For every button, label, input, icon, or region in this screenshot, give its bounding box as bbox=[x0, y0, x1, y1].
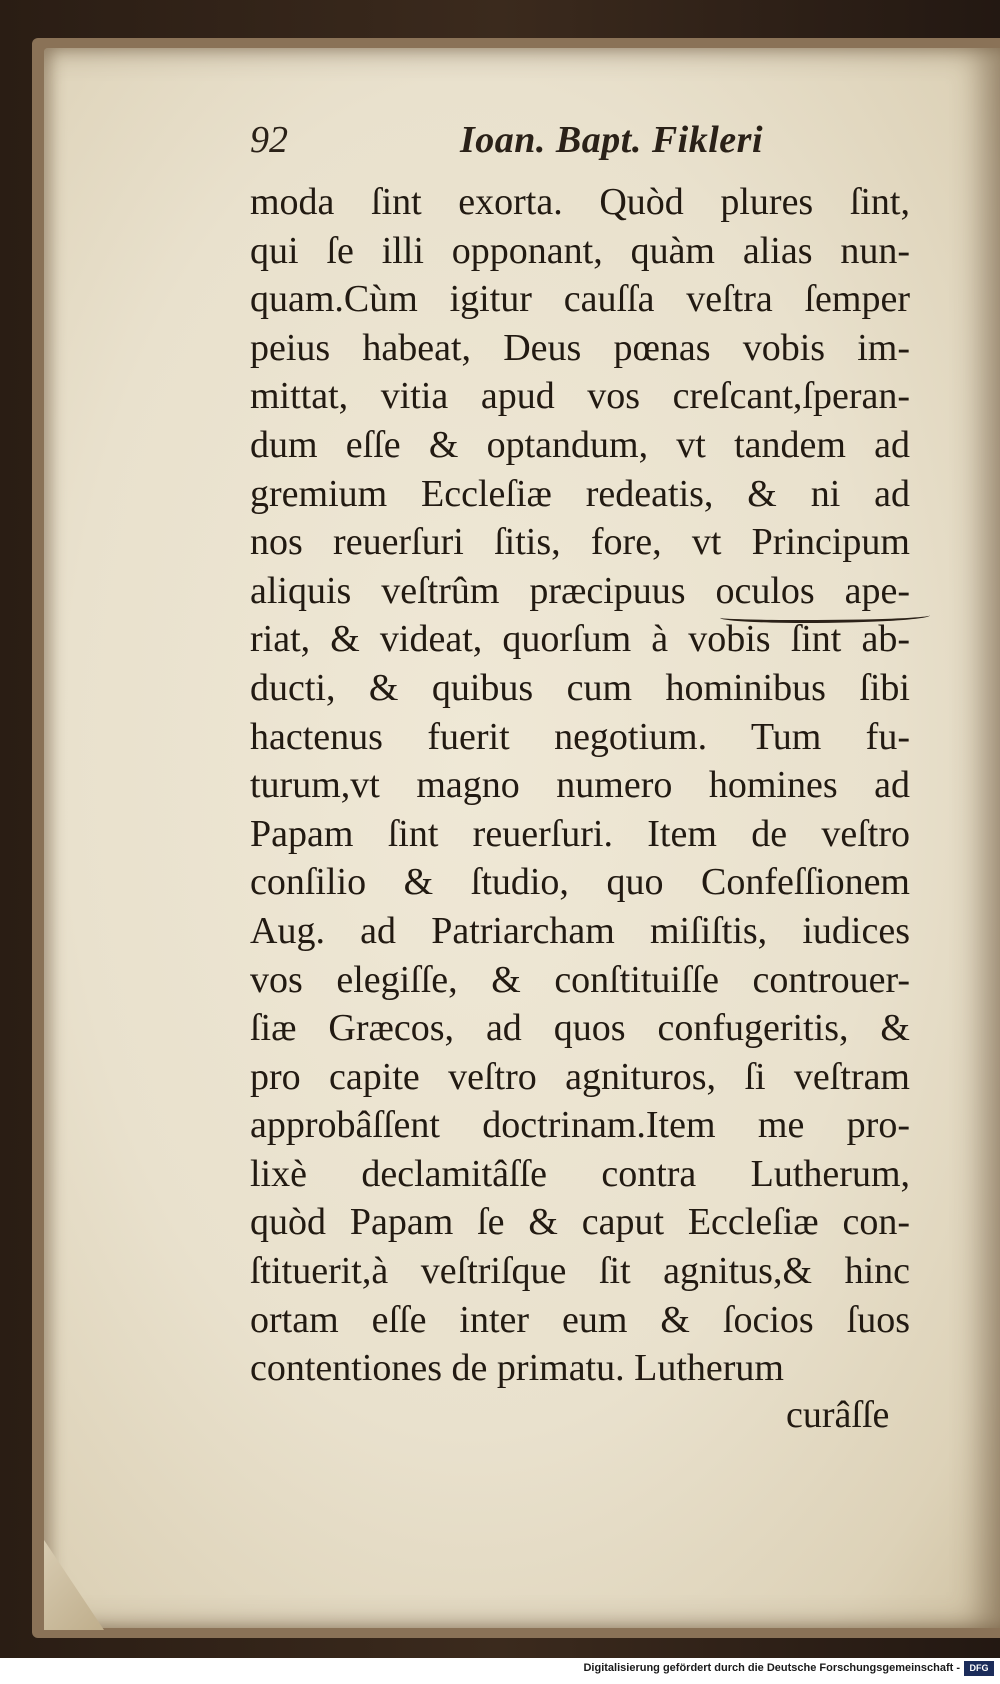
catchword: curâſſe bbox=[786, 1394, 890, 1436]
text-line: peius habeat, Deus pœnas vobis im- bbox=[250, 326, 910, 369]
text-line: vos elegiſſe, & conſtituiſſe controuer- bbox=[250, 958, 910, 1001]
text-line: ſiæ Græcos, ad quos confugeritis, & bbox=[250, 1007, 910, 1050]
text-line: ſtituerit,à veſtriſque ſit agnitus,& hinc bbox=[250, 1250, 910, 1293]
text-line: hactenus fuerit negotium. Tum fu- bbox=[250, 715, 910, 758]
text-line: pro capite veſtro agnituros, ſi veſtram bbox=[250, 1055, 910, 1098]
text-line: aliquis veſtrûm præcipuus oculos ape- bbox=[250, 569, 910, 612]
text-line: qui ſe illi opponant, quàm alias nun- bbox=[250, 229, 910, 272]
body-text bbox=[250, 178, 910, 1393]
text-line: mittat, vitia apud vos creſcant,ſperan- bbox=[250, 375, 910, 418]
dfg-logo: DFG bbox=[964, 1661, 994, 1676]
text-line: ducti, & quibus cum hominibus ſibi bbox=[250, 666, 910, 709]
text-line: nos reuerſuri ſitis, fore, vt Principum bbox=[250, 521, 910, 564]
text-line: Aug. ad Patriarcham miſiſtis, iudices bbox=[250, 909, 910, 952]
funding-credit: Digitalisierung gefördert durch die Deutsche Forschungsgemeinschaft - bbox=[583, 1662, 960, 1674]
text-line: dum eſſe & optandum, vt tandem ad bbox=[250, 423, 910, 466]
text-line: turum,vt magno numero homines ad bbox=[250, 764, 910, 807]
text-line: lixè declamitâſſe contra Lutherum, bbox=[250, 1152, 910, 1195]
page-number: 92 bbox=[250, 119, 288, 161]
text-line: quam.Cùm igitur cauſſa veſtra ſemper bbox=[250, 278, 910, 321]
running-title: Ioan. Bapt. Fikleri bbox=[460, 119, 763, 161]
text-line: moda ſint exorta. Quòd plures ſint, bbox=[250, 181, 910, 223]
text-line: contentiones de primatu. Lutherum bbox=[250, 1347, 784, 1390]
text-line: conſilio & ſtudio, quo Confeſſionem bbox=[250, 861, 910, 904]
text-line: gremium Eccleſiæ redeatis, & ni ad bbox=[250, 472, 910, 515]
text-line: Papam ſint reuerſuri. Item de veſtro bbox=[250, 812, 910, 855]
text-line: quòd Papam ſe & caput Eccleſiæ con- bbox=[250, 1201, 910, 1244]
page-header bbox=[250, 118, 890, 168]
text-line: ortam eſſe inter eum & ſocios ſuos bbox=[250, 1298, 910, 1341]
footer-bar bbox=[0, 1658, 1000, 1684]
text-line: approbâſſent doctrinam.Item me pro- bbox=[250, 1104, 910, 1147]
text-line: riat, & videat, quorſum à vobis ſint ab- bbox=[250, 618, 910, 661]
